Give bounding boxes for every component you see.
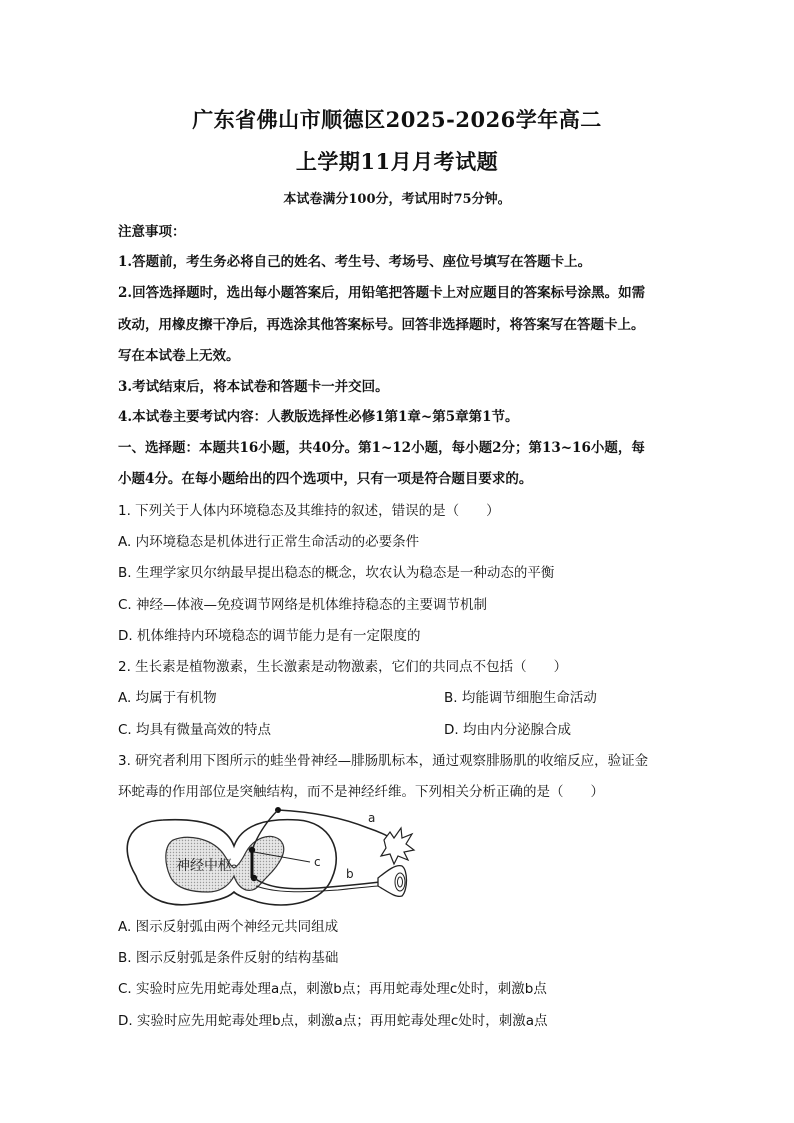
receptor-a: [381, 828, 414, 864]
label-a: a: [368, 811, 376, 825]
exam-title-line1: 广东省佛山市顺德区2025-2026学年高二: [192, 107, 602, 132]
q3-option-c: C. 实验时应先用蛇毒处理a点，刺激b点；再用蛇毒处理c处时，刺激b点: [118, 981, 547, 997]
notes-item-3: 3.考试结束后，将本试卷和答题卡一并交回。: [118, 379, 389, 395]
q2-option-a: A. 均属于有机物: [118, 690, 217, 706]
q3-option-d: D. 实验时应先用蛇毒处理b点，刺激a点；再用蛇毒处理c处时，刺激a点: [118, 1013, 548, 1029]
q2-option-c: C. 均具有微量高效的特点: [118, 722, 272, 738]
section1-line1: 一、选择题：本题共16小题，共40分。第1~12小题，每小题2分；第13~16小题，每: [118, 440, 645, 456]
q2-option-b: B. 均能调节细胞生命活动: [444, 690, 597, 706]
q3-stem-line1: 3. 研究者利用下图所示的蛙坐骨神经—腓肠肌标本，通过观察腓肠肌的收缩反应，验证金: [118, 753, 649, 769]
exam-subtitle: 本试卷满分100分，考试用时75分钟。: [283, 192, 511, 207]
q3-stem-line2: 环蛇毒的作用部位是突触结构，而不是神经纤维。下列相关分析正确的是（ ）: [118, 784, 604, 800]
q1-option-d: D. 机体维持内环境稳态的调节能力是有一定限度的: [118, 628, 421, 644]
q1-option-c: C. 神经—体液—免疫调节网络是机体维持稳态的主要调节机制: [118, 597, 488, 613]
reflex-arc-figure: [118, 806, 418, 910]
q2-option-d: D. 均由内分泌腺合成: [444, 722, 571, 738]
section1-line2: 小题4分。在每小题给出的四个选项中，只有一项是符合题目要求的。: [118, 471, 533, 487]
q1-option-a: A. 内环境稳态是机体进行正常生命活动的必要条件: [118, 534, 420, 550]
q1-stem: 1. 下列关于人体内环境稳态及其维持的叙述，错误的是（ ）: [118, 503, 500, 519]
q3-option-b: B. 图示反射弧是条件反射的结构基础: [118, 950, 339, 966]
notes-item-1: 1.答题前，考生务必将自己的姓名、考生号、考场号、座位号填写在答题卡上。: [118, 254, 592, 270]
notes-item-4: 4.本试卷主要考试内容：人教版选择性必修1第1章~第5章第1节。: [118, 409, 519, 425]
notes-heading: 注意事项：: [118, 224, 186, 240]
notes-item-2-line3: 写在本试卷上无效。: [118, 348, 240, 364]
notes-item-2-line1: 2.回答选择题时，选出每小题答案后，用铅笔把答题卡上对应题目的答案标号涂黑。如需: [118, 285, 646, 301]
label-b: b: [346, 867, 354, 881]
notes-item-2-line2: 改动，用橡皮擦干净后，再选涂其他答案标号。回答非选择题时，将答案写在答题卡上。: [118, 317, 645, 333]
q1-option-b: B. 生理学家贝尔纳最早提出稳态的概念，坎农认为稳态是一种动态的平衡: [118, 565, 555, 581]
q2-stem: 2. 生长素是植物激素，生长激素是动物激素，它们的共同点不包括（ ）: [118, 659, 568, 675]
q3-option-a: A. 图示反射弧由两个神经元共同组成: [118, 919, 339, 935]
nerve-center-label: 神经中枢: [176, 858, 232, 874]
exam-title-line2: 上学期11月月考试题: [295, 149, 499, 174]
label-c: c: [314, 855, 321, 869]
